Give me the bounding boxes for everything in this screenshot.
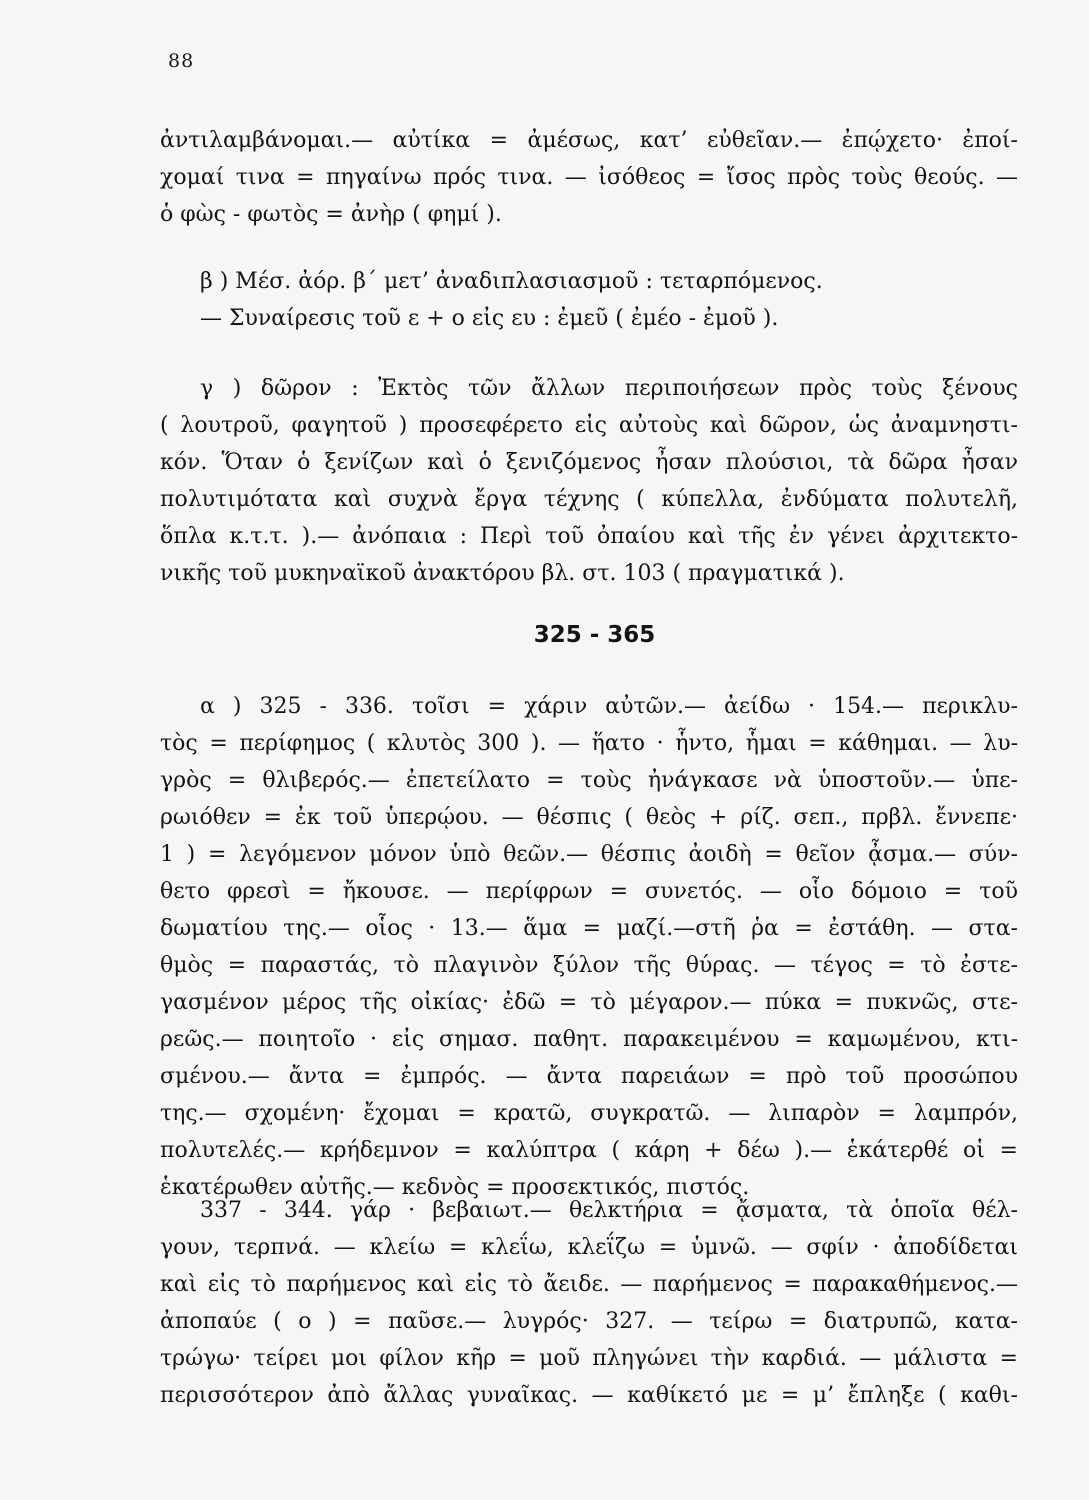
text-line: τὸς = περίφημος ( κλυτὸς 300 ). — ἥατο · ἧντο, ἧμαι = κάθημαι. — λυ- xyxy=(160,731,1018,756)
page-number: 88 xyxy=(168,50,195,72)
text-line: τρώγω· τείρει μοι φίλον κῆρ = μοῦ πληγώνει τὴν καρδιά. — μάλιστα = xyxy=(160,1346,1018,1371)
text-line: ὁ φὼς - φωτὸς = ἀνὴρ ( φημί ). xyxy=(160,202,502,227)
text-line: 337 - 344. γάρ · βεβαιωτ.— θελκτήρια = ᾄσματα, τὰ ὁποῖα θέλ- xyxy=(200,1198,1018,1223)
text-line: νικῆς τοῦ μυκηναϊκοῦ ἀνακτόρου βλ. στ. 103 ( πραγματικά ). xyxy=(160,561,845,586)
text-line: θετο φρεσὶ = ἤκουσε. — περίφρων = συνετός. — οἷο δόμοιο = τοῦ xyxy=(160,879,1018,904)
text-line: ( λουτροῦ, φαγητοῦ ) προσεφέρετο εἰς αὐτοὺς καὶ δῶρον, ὡς ἀναμνηστι- xyxy=(160,413,1018,438)
text-line: γασμένον μέρος τῆς οἰκίας· ἐδῶ = τὸ μέγαρον.— πύκα = πυκνῶς, στε- xyxy=(160,990,1018,1015)
text-line: περισσότερον ἀπὸ ἄλλας γυναῖκας. — καθίκετό με = μ’ ἔπληξε ( καθι- xyxy=(160,1383,1018,1408)
text-line: γ ) δῶρον : Ἐκτὸς τῶν ἄλλων περιποιήσεων πρὸς τοὺς ξένους xyxy=(200,376,1018,401)
paragraph-glosses-intro xyxy=(160,122,1018,233)
text-line: χομαί τινα = πηγαίνω πρός τινα. — ἰσόθεος = ἴσος πρὸς τοὺς θεούς. — xyxy=(160,165,1018,190)
text-line: γρὸς = θλιβερός.— ἐπετείλατο = τοὺς ἠνάγκασε νὰ ὑποστοῦν.— ὑπε- xyxy=(160,768,1018,793)
paragraph-337-344 xyxy=(160,1192,1018,1414)
text-line: γουν, τερπνά. — κλείω = κλεΐω, κλεΐζω = ὑμνῶ. — σφίν · ἀποδίδεται xyxy=(160,1235,1018,1260)
paragraph-alpha xyxy=(160,688,1018,1206)
text-line: ἀντιλαμβάνομαι.— αὐτίκα = ἀμέσως, κατ’ εὐθεῖαν.— ἐπῴχετο· ἐποί- xyxy=(160,128,1018,153)
text-line: ρεῶς.— ποιητοῖο · εἰς σημασ. παθητ. παρακειμένου = καμωμένου, κτι- xyxy=(160,1027,1018,1052)
text-line: της.— σχομένη· ἔχομαι = κρατῶ, συγκρατῶ. — λιπαρὸν = λαμπρόν, xyxy=(160,1101,1018,1126)
text-line: α ) 325 - 336. τοῖσι = χάριν αὐτῶν.— ἀείδω · 154.— περικλυ- xyxy=(200,694,1018,719)
text-line: ἑκατέρωθεν αὐτῆς.— κεδνὸς = προσεκτικός, πιστός. xyxy=(160,1175,750,1200)
text-line: ἀποπαύε ( ο ) = παῦσε.— λυγρός· 327. — τείρω = διατρυπῶ, κατα- xyxy=(160,1309,1018,1334)
text-line: 1 ) = λεγόμενον μόνον ὑπὸ θεῶν.— θέσπις ἀοιδὴ = θεῖον ᾆσμα.— σύν- xyxy=(160,842,1018,867)
section-heading: 325 - 365 xyxy=(533,622,656,648)
text-line: πολυτελές.— κρήδεμνον = καλύπτρα ( κάρη + δέω ).— ἑκάτερθέ οἱ = xyxy=(160,1138,1018,1163)
text-line: δωματίου της.— οἷος · 13.— ἅμα = μαζί.—στῆ ῥα = ἐστάθη. — στα- xyxy=(160,916,1018,941)
text-line: ὅπλα κ.τ.τ. ).— ἀνόπαια : Περὶ τοῦ ὀπαίου καὶ τῆς ἐν γένει ἀρχιτεκτο- xyxy=(160,524,1018,549)
text-line: καὶ εἰς τὸ παρήμενος καὶ εἰς τὸ ἄειδε. — παρήμενος = παρακαθήμενος.— xyxy=(160,1272,1018,1297)
paragraph-gamma xyxy=(160,370,1018,592)
text-line: σμένου.— ἄντα = ἐμπρός. — ἄντα παρειάων = πρὸ τοῦ προσώπου xyxy=(160,1064,1018,1089)
text-line: ρωιόθεν = ἐκ τοῦ ὑπερῴου. — θέσπις ( θεὸς + ρίζ. σεπ., πρβλ. ἔννεπε· xyxy=(160,805,1018,830)
text-line: — Συναίρεσις τοῦ ε + ο εἰς ευ : ἐμεῦ ( ἐμέο - ἐμοῦ ). xyxy=(200,306,779,331)
text-line: πολυτιμότατα καὶ συχνὰ ἔργα τέχνης ( κύπελλα, ἐνδύματα πολυτελῆ, xyxy=(160,487,1018,512)
text-line: κόν. Ὅταν ὁ ξενίζων καὶ ὁ ξενιζόμενος ἦσαν πλούσιοι, τὰ δῶρα ἦσαν xyxy=(160,450,1018,475)
text-line: β ) Μέσ. ἀόρ. β΄ μετ’ ἀναδιπλασιασμοῦ : τεταρπόμενος. xyxy=(200,269,823,294)
paragraph-beta xyxy=(160,263,1018,337)
text-line: θμὸς = παραστάς, τὸ πλαγινὸν ξύλον τῆς θύρας. — τέγος = τὸ ἐστε- xyxy=(160,953,1018,978)
